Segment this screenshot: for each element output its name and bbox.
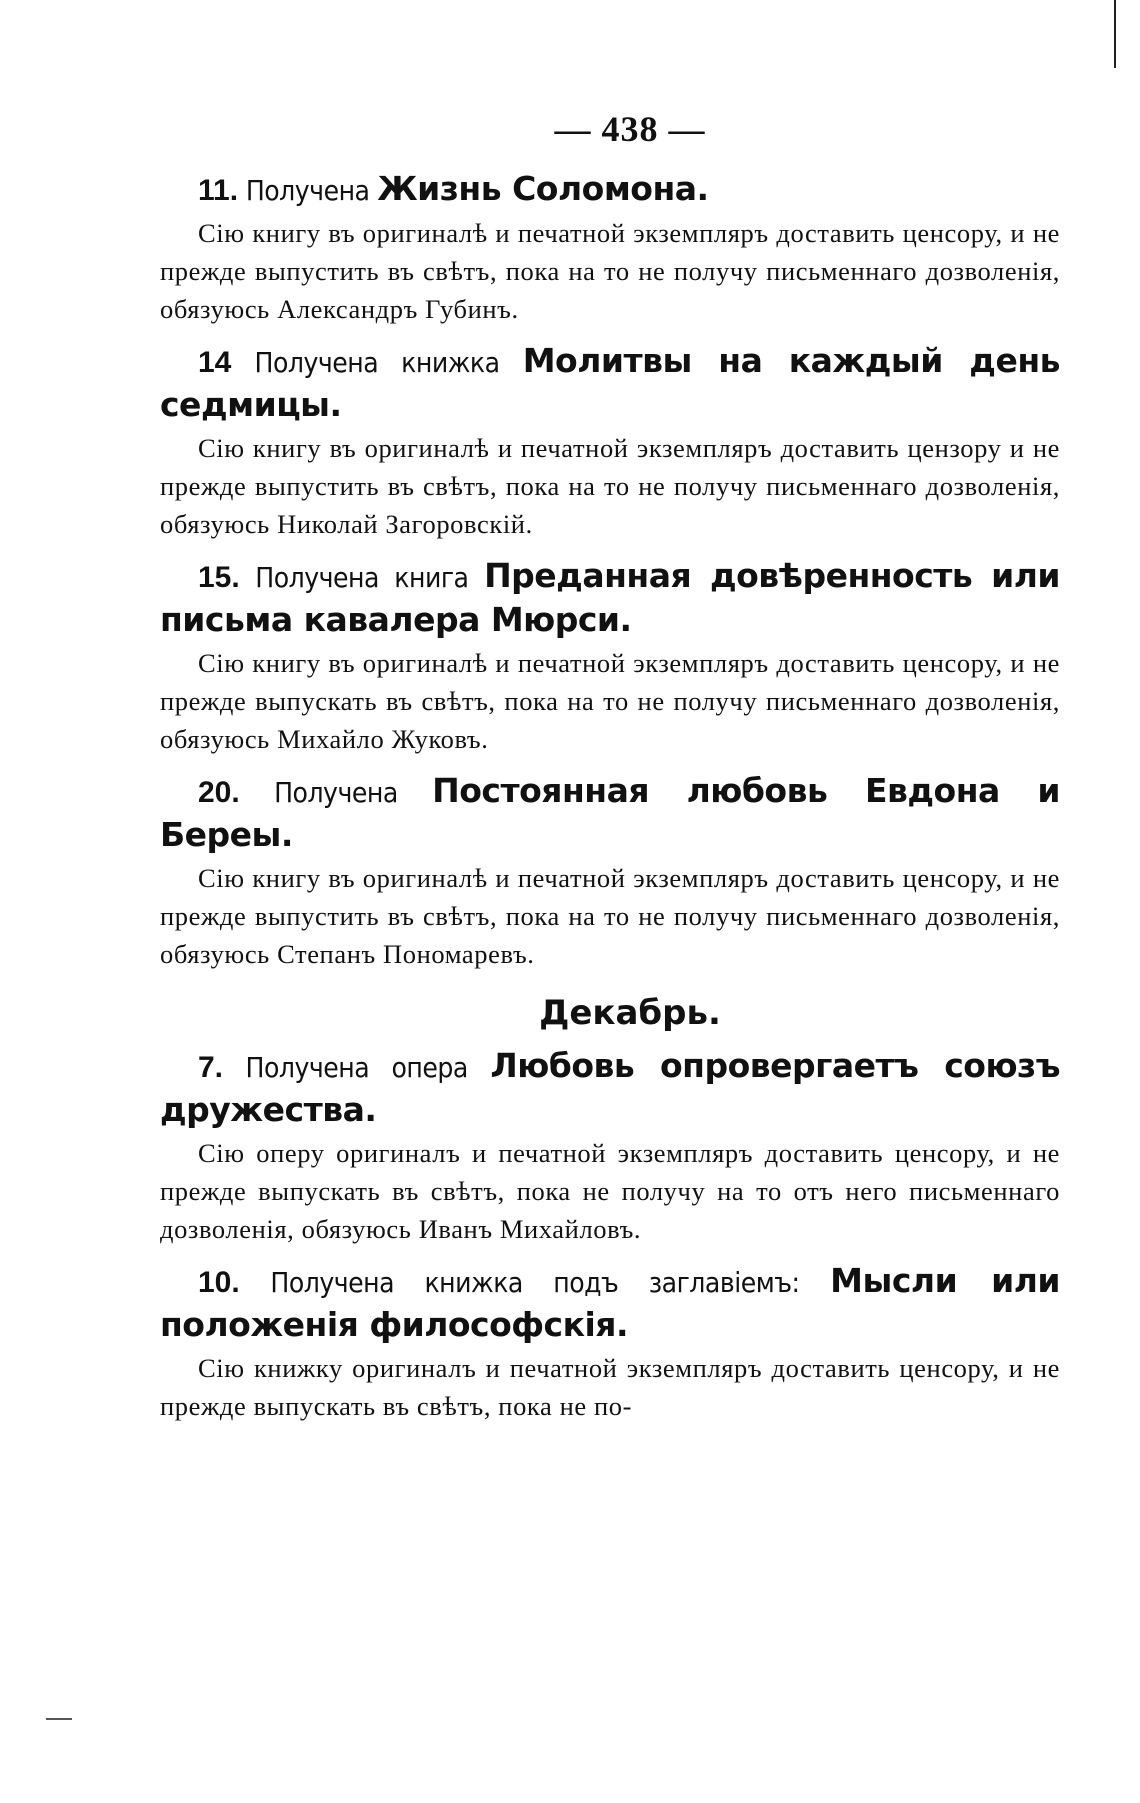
entry <box>160 340 1060 543</box>
entry-title: Жизнь Соломона. <box>377 169 709 208</box>
entry-number: 15. <box>198 561 240 594</box>
entry-body: Сію книгу въ оригиналѣ и печатной экземпляръ доставить ценсору, и не прежде выпустить въ свѣтъ, пока на то не получу письменнаго дозволенія, обязуюсь Степанъ Пономаревъ. <box>160 863 1060 969</box>
entry-number: 14 <box>198 346 232 379</box>
entry-body: Сію книгу въ оригиналѣ и печатной экземпляръ доставить цензору и не прежде выпустить въ свѣтъ, пока на то не получу письменнаго дозволенія, обязуюсь Николай Загоровскій. <box>160 433 1060 539</box>
entry-title: Преданная довѣренность или письма кавалера Мюрси. <box>160 556 1060 639</box>
entry-lead-text: Получена <box>274 776 398 809</box>
entry-heading <box>160 340 1060 427</box>
entry-heading <box>160 168 1060 212</box>
entry-title: Постоянная любовь Евдона и Береы. <box>160 771 1061 854</box>
entry-heading <box>160 1260 1060 1347</box>
entry-heading <box>160 555 1060 642</box>
page-edge-line <box>1114 0 1116 68</box>
entry-body: Сію книгу въ оригиналѣ и печатной экземпляръ доставить ценсору, и не прежде выпускать въ свѣтъ, пока на то не получу письменнаго дозволенія, обязуюсь Михайло Жуковъ. <box>160 648 1060 754</box>
entry-lead-text: Получена <box>245 174 370 207</box>
entry-body: Сію книжку оригиналъ и печатной экземпляръ доставить ценсору, и не прежде выпускать въ свѣтъ, пока не по- <box>160 1353 1060 1421</box>
entry-number: 20. <box>198 776 240 809</box>
page-number: — 438 — <box>554 109 706 149</box>
entry-number: 11. <box>198 174 239 207</box>
margin-tick-mark <box>46 1718 72 1720</box>
entry-body: Сію книгу въ оригиналѣ и печатной экземпляръ доставить ценсору, и не прежде выпустить въ свѣтъ, пока на то не получу письменнаго дозволенія, обязуюсь Александръ Губинъ. <box>160 218 1060 324</box>
entry-number: 10. <box>198 1266 240 1299</box>
section-heading-month: Декабрь. <box>539 993 721 1033</box>
entries-list-after <box>160 1045 1060 1425</box>
entry <box>160 555 1060 758</box>
entry <box>160 770 1060 973</box>
entry-title: Мысли или положенія философскія. <box>160 1261 1060 1344</box>
entry-body: Сію оперу оригиналъ и печатной экземпляръ доставить ценсору, и не прежде выпускать въ свѣтъ, пока не получу на то отъ него письменнаго дозволенія, обязуюсь Иванъ Михайловъ. <box>160 1138 1060 1244</box>
entry-title: Любовь опровергаетъ союзъ дружества. <box>160 1046 1061 1129</box>
entry <box>160 168 1060 328</box>
entry <box>160 1260 1060 1425</box>
document-page <box>160 108 1060 1437</box>
entries-list-before <box>160 168 1060 973</box>
entry-lead-text: Получена книга <box>255 561 469 594</box>
entry-heading <box>160 1045 1060 1132</box>
entry-lead-text: Получена книжка подъ заглавіемъ: <box>270 1266 800 1299</box>
entry-lead-text: Получена книжка <box>254 346 500 379</box>
entry <box>160 1045 1060 1248</box>
entry-number: 7. <box>198 1051 224 1084</box>
entry-heading <box>160 770 1060 857</box>
entry-title: Молитвы на каждый день седмицы. <box>160 341 1060 424</box>
entry-lead-text: Получена опера <box>245 1051 468 1084</box>
